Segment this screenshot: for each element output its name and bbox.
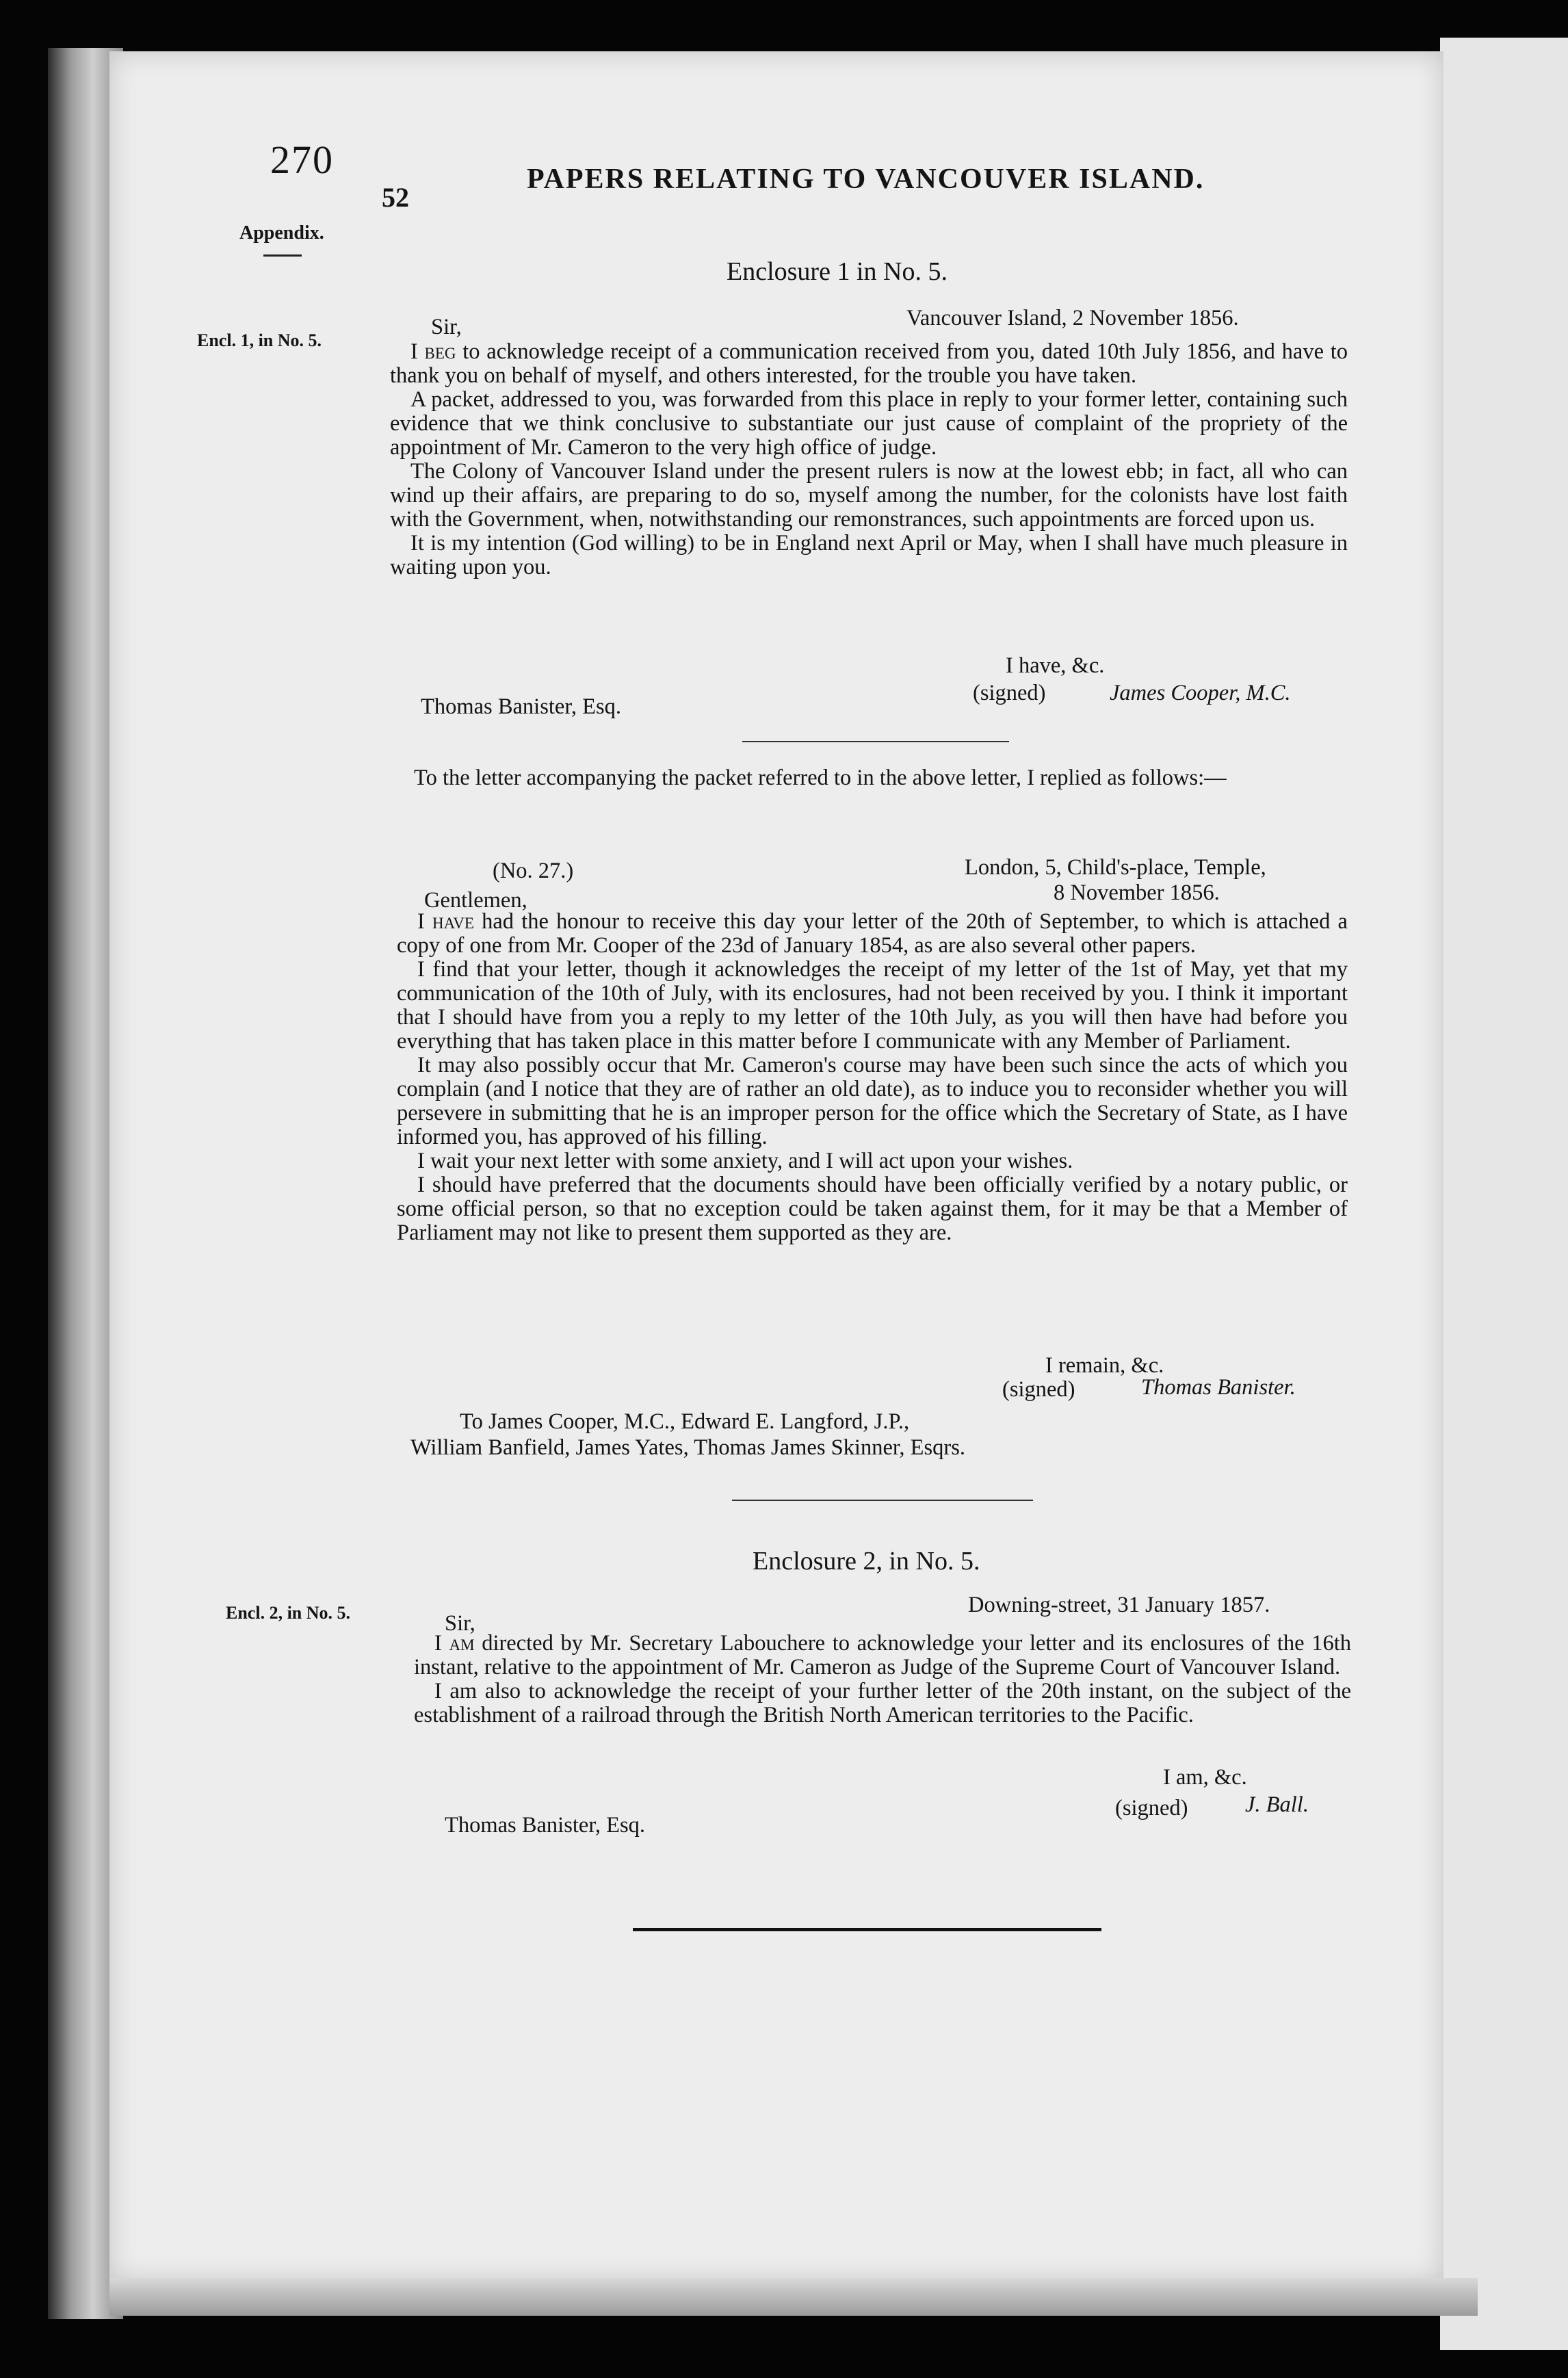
- enclosure1-closing: I have, &c.: [1006, 653, 1105, 678]
- enclosure2-addressee: Thomas Banister, Esq.: [445, 1813, 645, 1838]
- enclosure1-signatory: James Cooper, M.C.: [1110, 681, 1291, 705]
- reply-paragraph: I should have preferred that the documents should have been officially verified by a notary public, or some official person, so that no exception could be taken against them, for it may be that a Member of Parliament may not like to present them supported as they are.: [397, 1173, 1348, 1245]
- reply-number: (No. 27.): [493, 859, 574, 883]
- enclosure2-signed: (signed): [1115, 1796, 1188, 1820]
- enclosure2-salutation: Sir,: [445, 1611, 475, 1636]
- enclosure1-heading: Enclosure 1 in No. 5.: [727, 257, 948, 286]
- reply-intro-text: To the letter accompanying the packet referred to in the above letter, I replied as follows:—: [414, 766, 1227, 790]
- appendix-label: Appendix.: [239, 222, 324, 244]
- enclosure2-heading: Enclosure 2, in No. 5.: [753, 1547, 980, 1576]
- reply-addressees-line2: William Banfield, James Yates, Thomas James Skinner, Esqrs.: [410, 1435, 966, 1460]
- enclosure1-salutation: Sir,: [431, 315, 462, 339]
- reply-closing: I remain, &c.: [1045, 1353, 1164, 1378]
- enclosure2-signatory: J. Ball.: [1245, 1792, 1309, 1817]
- enclosure2-dateline: Downing-street, 31 January 1857.: [968, 1593, 1270, 1617]
- page-number: 52: [382, 182, 409, 213]
- enclosure1-paragraph: It is my intention (God willing) to be in England next April or May, when I shall have much pleasure in waiting upon you.: [390, 531, 1348, 579]
- enclosure1-side-note: Encl. 1, in No. 5.: [197, 330, 322, 350]
- enclosure2-closing: I am, &c.: [1163, 1765, 1247, 1790]
- reply-dateline-2: 8 November 1856.: [1054, 880, 1220, 905]
- leaf-number: 270: [270, 138, 334, 182]
- section-divider: [732, 1500, 1033, 1501]
- enclosure1-signed: (signed): [973, 681, 1046, 705]
- reply-body: [397, 910, 1348, 1245]
- reply-signatory: Thomas Banister.: [1141, 1375, 1296, 1400]
- reply-addressees-line1: To James Cooper, M.C., Edward E. Langford, J.P.,: [460, 1409, 910, 1434]
- reply-intro: [393, 766, 1337, 790]
- enclosure2-paragraph: I am also to acknowledge the receipt of your further letter of the 20th instant, on the subject of the establishment of a railroad through the British North American territories to the Pacific.: [414, 1679, 1351, 1727]
- reply-signed: (signed): [1002, 1377, 1075, 1402]
- reply-salutation: Gentlemen,: [424, 888, 527, 913]
- enclosure1-addressee: Thomas Banister, Esq.: [421, 694, 621, 719]
- enclosure1-dateline: Vancouver Island, 2 November 1856.: [906, 306, 1239, 330]
- enclosure1-paragraph: The Colony of Vancouver Island under the present rulers is now at the lowest ebb; in fact, all who can wind up their affairs, are preparing to do so, myself among the number, for the colonists have lost faith with the Government, when, notwithstanding our remonstrances, such appointments are forced upon us.: [390, 459, 1348, 532]
- enclosure1-paragraph: I beg to acknowledge receipt of a communication received from you, dated 10th July 1856, and have to thank you on behalf of myself, and others interested, for the trouble you have taken.: [390, 339, 1348, 388]
- section-divider: [742, 741, 1009, 742]
- page-bottom-edge: [109, 2278, 1478, 2316]
- facing-page-edge: [1440, 38, 1568, 2350]
- running-title: PAPERS RELATING TO VANCOUVER ISLAND.: [527, 164, 1205, 195]
- enclosure1-body: [390, 340, 1348, 579]
- end-rule: [633, 1928, 1101, 1931]
- reply-paragraph: I wait your next letter with some anxiety, and I will act upon your wishes.: [417, 1149, 1073, 1173]
- reply-paragraph: It may also possibly occur that Mr. Cameron's course may have been such since the acts of which you complain (and I notice that they are of rather an old date), as to induce you to reconsider whether you will persevere in submitting that he is an improper person for the office which the Secretary of State, as I have informed you, has approved of his filling.: [397, 1053, 1348, 1149]
- reply-dateline-1: London, 5, Child's-place, Temple,: [965, 855, 1266, 880]
- enclosure2-paragraph: I am directed by Mr. Secretary Labouchere to acknowledge your letter and its enclosures of the 16th instant, relative to the appointment of Mr. Cameron as Judge of the Supreme Court of Vancouver Island.: [414, 1631, 1351, 1680]
- appendix-rule: [263, 254, 302, 257]
- enclosure2-body: [414, 1632, 1351, 1727]
- reply-paragraph: I have had the honour to receive this day your letter of the 20th of September, to which is attached a copy of one from Mr. Cooper of the 23d of January 1854, as are also several other papers.: [397, 909, 1348, 958]
- enclosure1-paragraph: A packet, addressed to you, was forwarded from this place in reply to your former letter, containing such evidence that we think conclusive to substantiate our just cause of complaint of the propriety of the appointment of Mr. Cameron to the very high office of judge.: [390, 387, 1348, 460]
- enclosure2-side-note: Encl. 2, in No. 5.: [226, 1603, 351, 1623]
- reply-paragraph: I find that your letter, though it acknowledges the receipt of my letter of the 1st of May, yet that my communication of the 10th of July, with its enclosures, had not been received by you. I think it important that I should have from you a reply to my letter of the 10th July, as you will then have had before you everything that has taken place in this matter before I communicate with any Member of Parliament.: [397, 957, 1348, 1054]
